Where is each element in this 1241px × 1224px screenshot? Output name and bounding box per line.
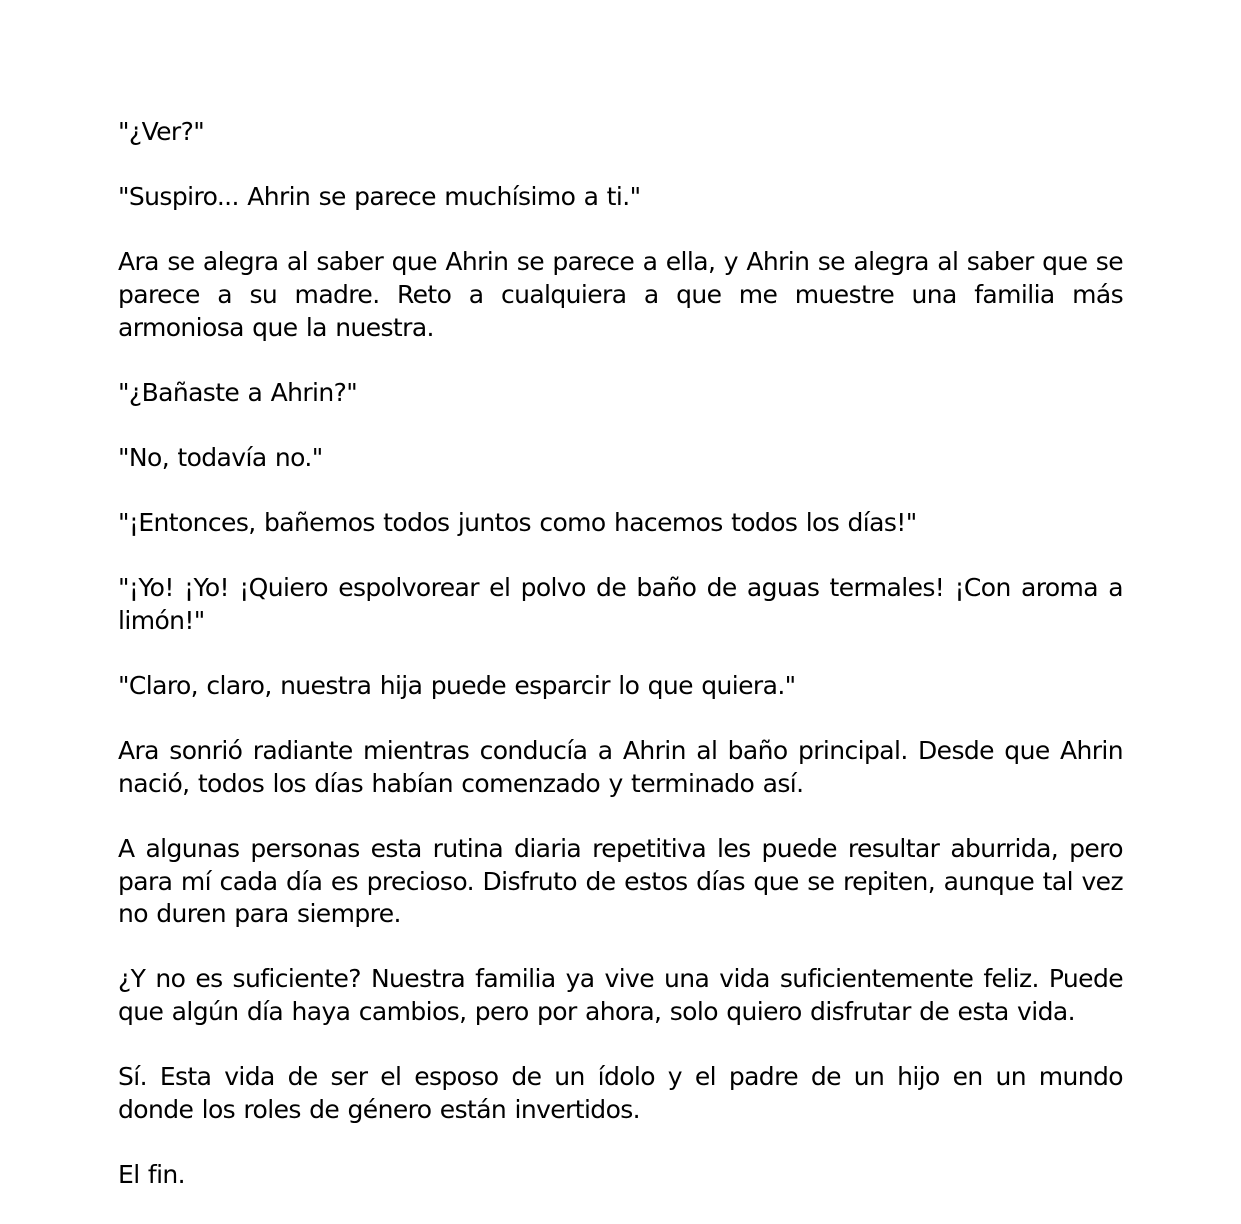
paragraph-dialogue-ver: "¿Ver?" — [118, 117, 205, 146]
paragraph-narration-esta-vida: Sí. Esta vida de ser el esposo de un ídolo y el padre de un hijo en un mundo donde los roles de género están invertidos. — [118, 1062, 1123, 1124]
paragraph-dialogue-todavia: "No, todavía no." — [118, 442, 323, 472]
document-body — [118, 116, 1123, 1224]
paragraph-narration-rutina: A algunas personas esta rutina diaria repetitiva les puede resultar aburrida, pero para mí cada día es precioso. Disfruto de estos días que se repiten, aunque tal vez no duren para siempre. — [118, 834, 1123, 929]
paragraph-dialogue-suspiro: "Suspiro... Ahrin se parece muchísimo a ti." — [118, 182, 641, 212]
paragraph-the-end: El fin. — [118, 1160, 186, 1189]
paragraph-narration-suficiente: ¿Y no es suficiente? Nuestra familia ya vive una vida suficientemente feliz. Puede que algún día haya cambios, pero por ahora, solo quiero disfrutar de esta vida. — [118, 964, 1123, 1027]
paragraph-dialogue-entonces: "¡Entonces, bañemos todos juntos como hacemos todos los días!" — [118, 508, 917, 538]
paragraph-narration-ara-sonrio: Ara sonrió radiante mientras conducía a Ahrin al baño principal. Desde que Ahrin nació, todos los días habían comenzado y terminado así. — [118, 736, 1123, 798]
paragraph-narration-familia: Ara se alegra al saber que Ahrin se parece a ella, y Ahrin se alegra al saber que se parece a su madre. Reto a cualquiera a que me muestre una familia más armoniosa que la nuestra. — [118, 247, 1123, 342]
paragraph-dialogue-claro: "Claro, claro, nuestra hija puede esparcir lo que quiera." — [118, 671, 796, 701]
paragraph-dialogue-banaste: "¿Bañaste a Ahrin?" — [118, 377, 358, 407]
paragraph-dialogue-yo: "¡Yo! ¡Yo! ¡Quiero espolvorear el polvo de baño de aguas termales! ¡Con aroma a limón!" — [118, 573, 1123, 635]
